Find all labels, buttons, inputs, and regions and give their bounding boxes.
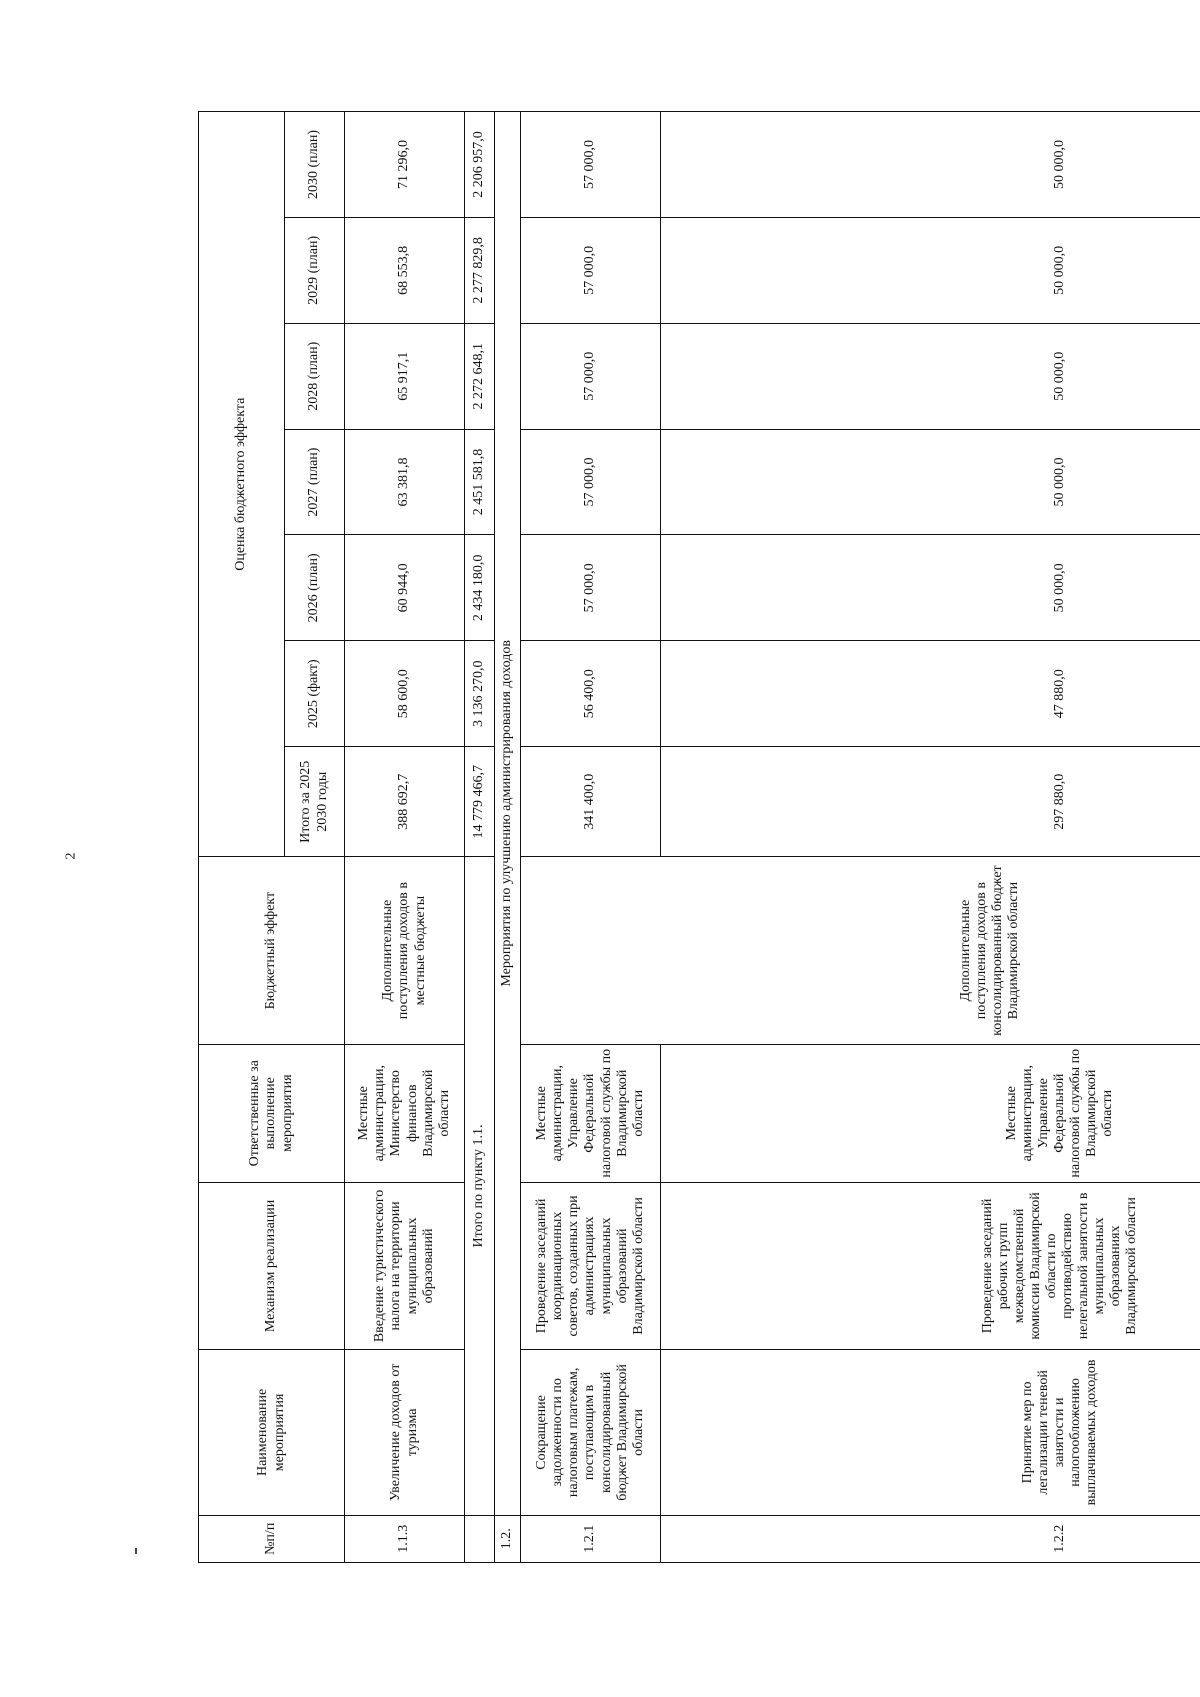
scan-mark: [135, 1548, 137, 1554]
row-122-name: Принятие мер по легализации теневой занятости и налогообложению выплачиваемых доходов: [661, 1350, 1200, 1515]
header-mechanism: Механизм реализации: [199, 1182, 345, 1350]
table-row: [661, 112, 1200, 1563]
table-wrapper: [198, 111, 1200, 1563]
row-122-responsible: Местные администрации, Управление Федеральной налоговой службы по Владимирской области: [661, 1044, 1200, 1182]
row-122-2030: 50 000,0: [661, 112, 1200, 218]
row-122-total: 297 880,0: [661, 747, 1200, 857]
section-12-num: 1.2.: [495, 1515, 521, 1562]
section-12-title: Мероприятия по улучшению администрирования доходов: [495, 112, 521, 1516]
row-113-2026: 60 944,0: [345, 535, 465, 641]
row-113-num: 1.1.3: [345, 1515, 465, 1562]
header-2026: 2026 (план): [285, 535, 345, 641]
table-row: [345, 112, 465, 1563]
row-113-name: Увеличение доходов от туризма: [345, 1350, 465, 1515]
row-121-2027: 57 000,0: [521, 429, 661, 535]
header-effect: Бюджетный эффект: [199, 857, 345, 1044]
subtotal-11-2026: 2 434 180,0: [465, 535, 495, 641]
header-2029: 2029 (план): [285, 217, 345, 323]
rotated-table-area: [198, 111, 1200, 1563]
subtotal-11-2028: 2 272 648,1: [465, 323, 495, 429]
row-122-mechanism: Проведение заседаний рабочих групп межведомственной комиссии Владимирской области по противодействию нелегальной занятости в муниципальных образованиях Владимирской области: [661, 1182, 1200, 1350]
row-113-mechanism: Введение туристического налога на территории муниципальных образований: [345, 1182, 465, 1350]
subtotal-11-2027: 2 451 581,8: [465, 429, 495, 535]
row-122-num: 1.2.2: [661, 1515, 1200, 1562]
row-113-total: 388 692,7: [345, 747, 465, 857]
header-2030: 2030 (план): [285, 112, 345, 218]
row-113-2027: 63 381,8: [345, 429, 465, 535]
header-responsible: Ответственные за выполнение мероприятия: [199, 1044, 345, 1182]
table-row: [521, 112, 661, 1563]
section-12-effect: Дополнительные поступления доходов в консолидированный бюджет Владимирской области: [521, 857, 1200, 1044]
page-number: 2: [63, 852, 79, 860]
row-121-2026: 57 000,0: [521, 535, 661, 641]
subtotal-11-2029: 2 277 829,8: [465, 217, 495, 323]
subtotal-11-label: Итого по пункту 1.1.: [465, 857, 495, 1515]
row-121-total: 341 400,0: [521, 747, 661, 857]
row-122-2026: 50 000,0: [661, 535, 1200, 641]
header-2028: 2028 (план): [285, 323, 345, 429]
header-name: Наименование мероприятия: [199, 1350, 345, 1515]
budget-effect-table: [198, 111, 1200, 1563]
row-121-responsible: Местные администрации, Управление Федеральной налоговой службы по Владимирской области: [521, 1044, 661, 1182]
row-121-2028: 57 000,0: [521, 323, 661, 429]
section-row: [495, 112, 521, 1563]
row-121-mechanism: Проведение заседаний координационных советов, созданных при администрациях муниципальных образований Владимирской области: [521, 1182, 661, 1350]
subtotal-11-2030: 2 206 957,0: [465, 112, 495, 218]
subtotal-11-2025: 3 136 270,0: [465, 641, 495, 747]
header-total: Итого за 2025 2030 годы: [285, 747, 345, 857]
table-row: [465, 112, 495, 1563]
row-113-2029: 68 553,8: [345, 217, 465, 323]
header-evaluation: Оценка бюджетного эффекта: [199, 112, 285, 857]
row-121-2030: 57 000,0: [521, 112, 661, 218]
subtotal-11-total: 14 779 466,7: [465, 747, 495, 857]
row-113-2028: 65 917,1: [345, 323, 465, 429]
row-122-2029: 50 000,0: [661, 217, 1200, 323]
row-121-num: 1.2.1: [521, 1515, 661, 1562]
row-122-2028: 50 000,0: [661, 323, 1200, 429]
row-113-responsible: Местные администрации, Министерство финансов Владимирской области: [345, 1044, 465, 1182]
row-121-name: Сокращение задолженности по налоговым платежам, поступающим в консолидированный бюджет Владимирской области: [521, 1350, 661, 1515]
row-122-2027: 50 000,0: [661, 429, 1200, 535]
header-2025: 2025 (факт): [285, 641, 345, 747]
row-113-effect: Дополнительные поступления доходов в местные бюджеты: [345, 857, 465, 1044]
row-121-2025: 56 400,0: [521, 641, 661, 747]
row-113-2030: 71 296,0: [345, 112, 465, 218]
header-2027: 2027 (план): [285, 429, 345, 535]
row-122-2025: 47 880,0: [661, 641, 1200, 747]
row-113-2025: 58 600,0: [345, 641, 465, 747]
header-num: №п/п: [199, 1515, 345, 1562]
row-121-2029: 57 000,0: [521, 217, 661, 323]
